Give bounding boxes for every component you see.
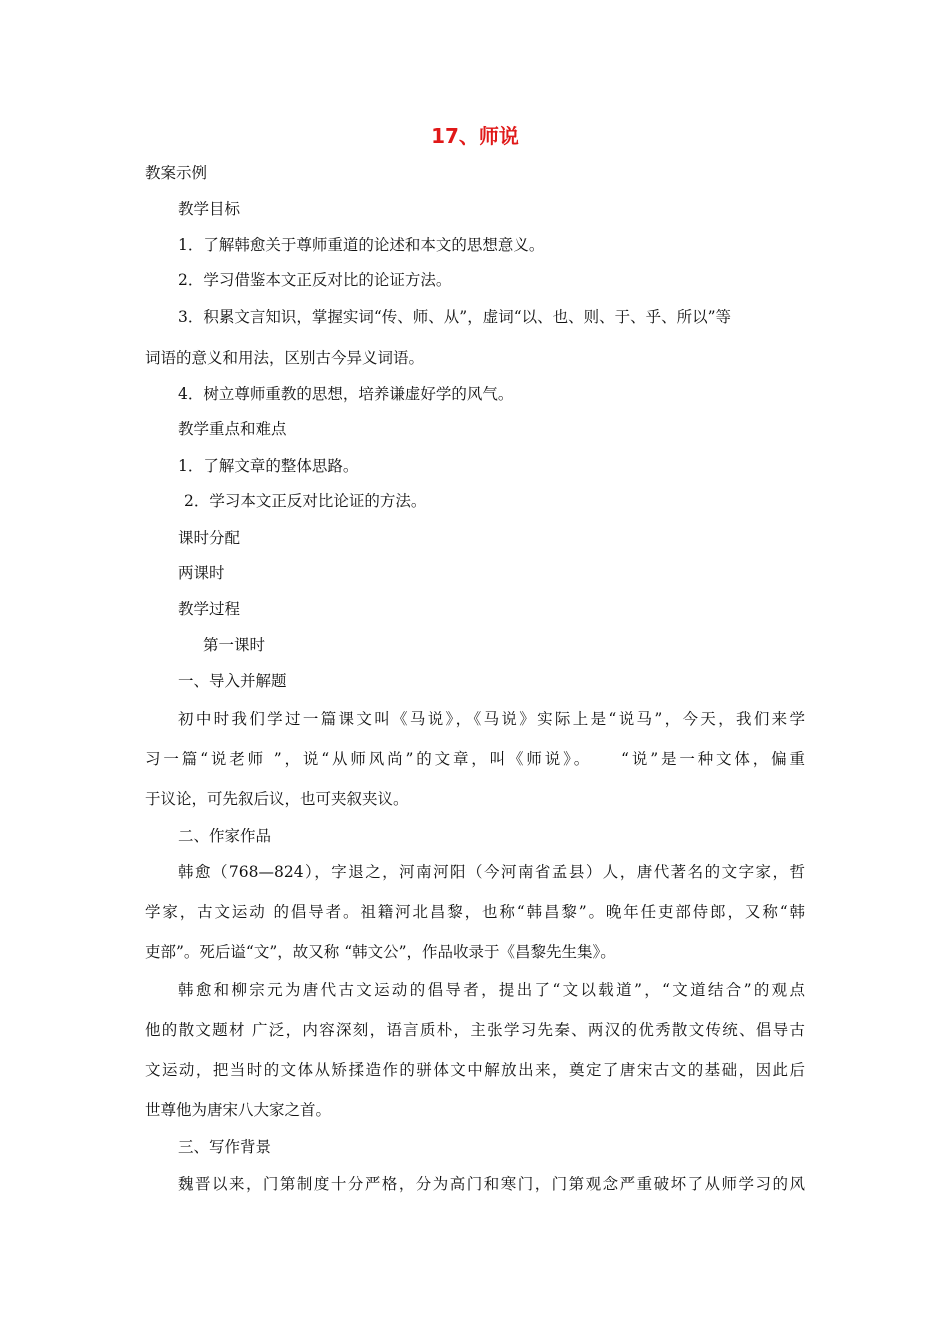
paragraph-line: 魏晋以来，门第制度十分严格，分为高门和寒门，门第观念严重破坏了从师学习的风 (178, 1175, 805, 1193)
goal-item-2: 2．学习借鉴本文正反对比的论证方法。 (178, 271, 452, 289)
heading-intro: 一、导入并解题 (178, 672, 287, 690)
heading-teaching-goals: 教学目标 (178, 200, 241, 218)
section-label: 教案示例 (145, 164, 208, 182)
paragraph-line: 吏部”。死后谥“文”，故又称 “韩文公”，作品收录于《昌黎先生集》。 (145, 943, 616, 961)
lesson-label: 第一课时 (203, 636, 266, 654)
heading-background: 三、写作背景 (178, 1138, 272, 1156)
paragraph-line: 学家，古文运动 的倡导者。祖籍河北昌黎，也称“韩昌黎”。晚年任吏部侍郎，又称“韩 (145, 903, 805, 921)
goal-item-1: 1．了解韩愈关于尊师重道的论述和本文的思想意义。 (178, 236, 545, 254)
heading-process: 教学过程 (178, 600, 241, 618)
paragraph-line: 于议论，可先叙后议，也可夹叙夹议。 (145, 790, 409, 808)
heading-author: 二、作家作品 (178, 827, 272, 845)
goal-item-3-cont: 词语的意义和用法，区别古今异义词语。 (145, 349, 425, 367)
paragraph-line: 他的散文题材 广泛，内容深刻，语言质朴，主张学习先秦、两汉的优秀散文传统、倡导古 (145, 1021, 805, 1039)
goal-item-3: 3．积累文言知识，掌握实词“传、师、从”，虚词“以、也、则、于、乎、所以”等 (178, 308, 732, 326)
schedule-value: 两课时 (178, 564, 225, 582)
heading-key-points: 教学重点和难点 (178, 420, 287, 438)
document-title: 17、师说 (431, 124, 519, 148)
heading-schedule: 课时分配 (178, 529, 241, 547)
paragraph-line: 初中时我们学过一篇课文叫《马说》，《马说》实际上是“说马”，今天，我们来学 (178, 710, 805, 728)
key-point-2: 2．学习本文正反对比论证的方法。 (184, 492, 427, 510)
key-point-1: 1．了解文章的整体思路。 (178, 457, 359, 475)
paragraph-line: 文运动，把当时的文体从矫揉造作的骈体文中解放出来，奠定了唐宋古文的基础，因此后 (145, 1061, 805, 1079)
paragraph-line: 习一篇“说老师 ”，说“从师风尚”的文章，叫《师说》。 “说”是一种文体，偏重 (145, 750, 805, 768)
paragraph-line: 韩愈（768—824），字退之，河南河阳（今河南省孟县）人，唐代著名的文字家，哲 (178, 863, 805, 881)
paragraph-line: 韩愈和柳宗元为唐代古文运动的倡导者，提出了“文以载道”，“文道结合”的观点 (178, 981, 805, 999)
paragraph-line: 世尊他为唐宋八大家之首。 (145, 1101, 332, 1119)
goal-item-4: 4．树立尊师重教的思想，培养谦虚好学的风气。 (178, 385, 514, 403)
